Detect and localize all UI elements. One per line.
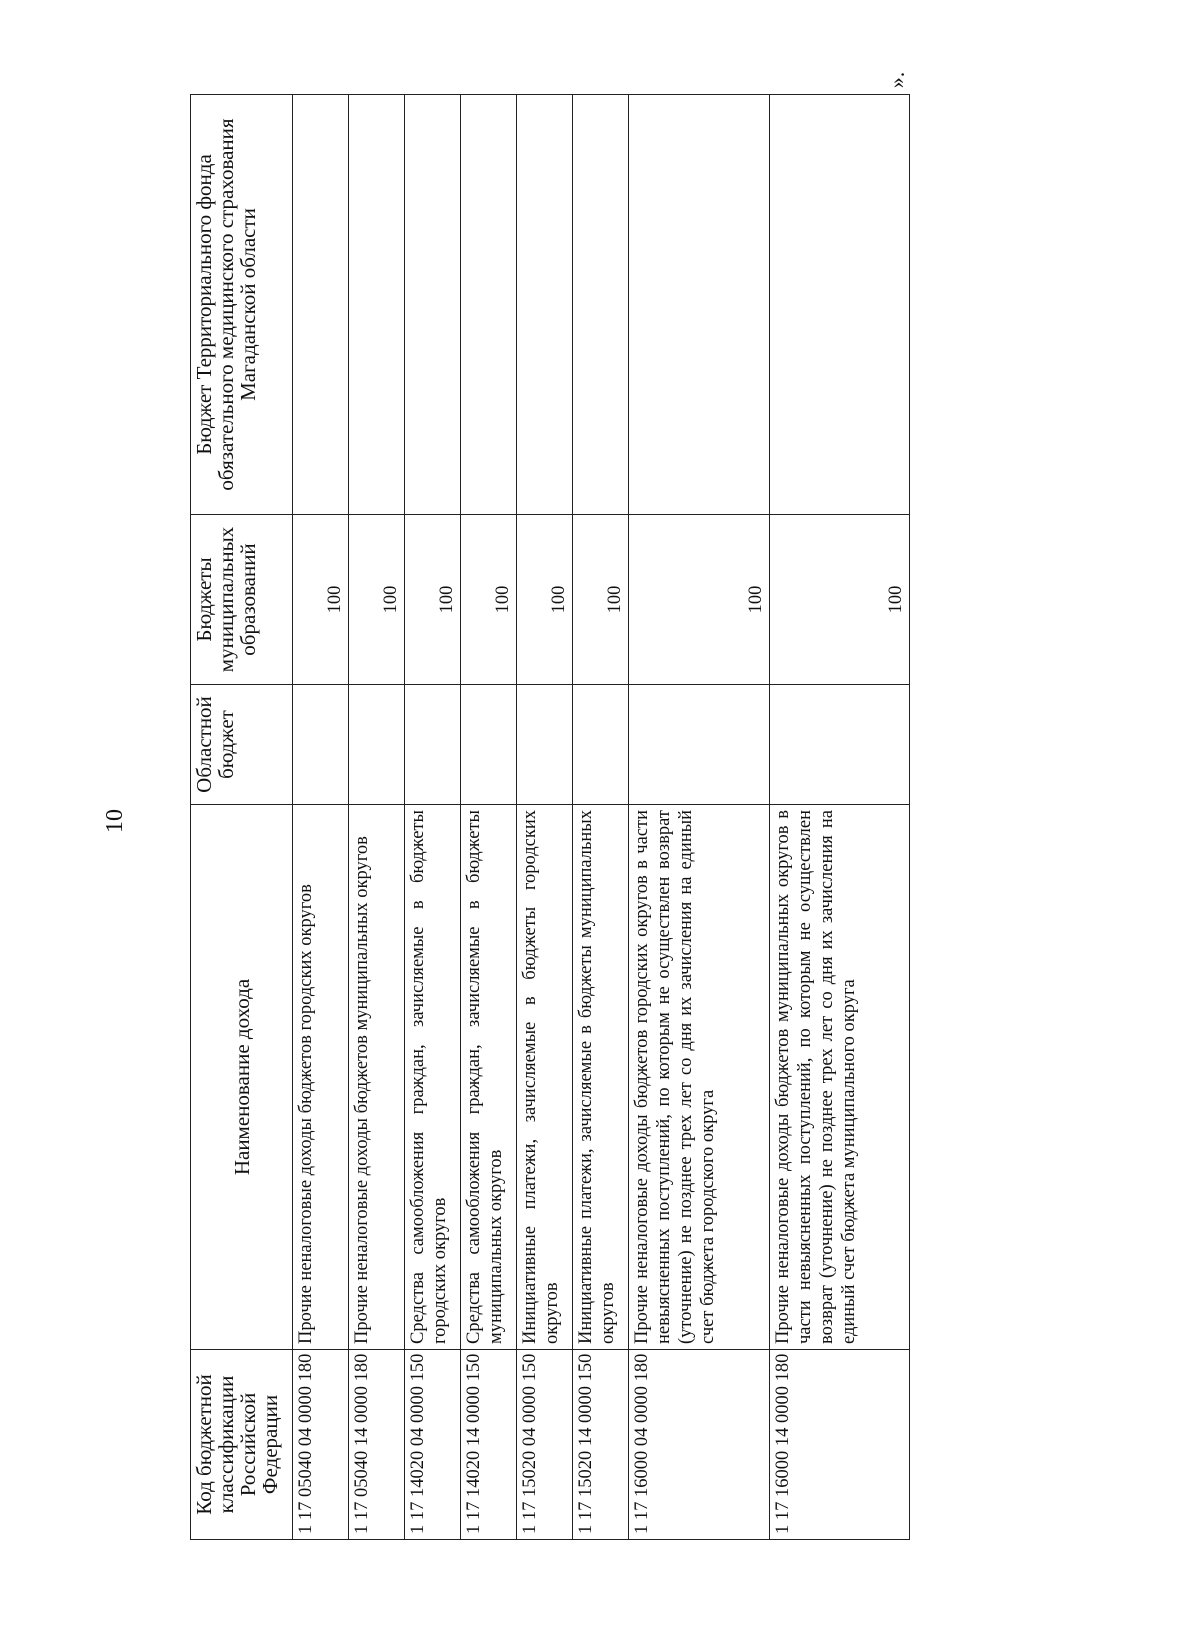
row-tfoms bbox=[349, 95, 405, 515]
row-tfoms bbox=[573, 95, 629, 515]
row-municipal: 100 bbox=[461, 515, 517, 685]
row-regional bbox=[573, 685, 629, 805]
row-regional bbox=[629, 685, 769, 805]
table-row bbox=[769, 95, 909, 1540]
row-name: Прочие неналоговые доходы бюджетов городских округов bbox=[293, 805, 349, 1350]
row-regional bbox=[517, 685, 573, 805]
row-name: Прочие неналоговые доходы бюджетов муниципальных округов bbox=[349, 805, 405, 1350]
row-code: 1 17 15020 14 0000 150 bbox=[573, 1350, 629, 1540]
header-regional: Областной бюджет bbox=[191, 685, 293, 805]
row-municipal: 100 bbox=[769, 515, 909, 685]
row-municipal: 100 bbox=[629, 515, 769, 685]
table-row bbox=[461, 95, 517, 1540]
row-municipal: 100 bbox=[293, 515, 349, 685]
table-row bbox=[293, 95, 349, 1540]
row-tfoms bbox=[769, 95, 909, 515]
row-code: 1 17 15020 04 0000 150 bbox=[517, 1350, 573, 1540]
row-code: 1 17 14020 04 0000 150 bbox=[405, 1350, 461, 1540]
row-tfoms bbox=[405, 95, 461, 515]
closing-quote-mark: ». bbox=[884, 71, 909, 89]
row-regional bbox=[349, 685, 405, 805]
row-municipal: 100 bbox=[405, 515, 461, 685]
row-name: Инициативные платежи, зачисляемые в бюджеты городских округов bbox=[517, 805, 573, 1350]
row-regional bbox=[405, 685, 461, 805]
row-code: 1 17 05040 04 0000 180 bbox=[293, 1350, 349, 1540]
header-municipal: Бюджеты муниципальных образований bbox=[191, 515, 293, 685]
row-name: Инициативные платежи, зачисляемые в бюджеты муниципальных округов bbox=[573, 805, 629, 1350]
row-code: 1 17 14020 14 0000 150 bbox=[461, 1350, 517, 1540]
table-row bbox=[517, 95, 573, 1540]
row-municipal: 100 bbox=[517, 515, 573, 685]
table-row bbox=[629, 95, 769, 1540]
table-row bbox=[573, 95, 629, 1540]
row-tfoms bbox=[629, 95, 769, 515]
row-tfoms bbox=[461, 95, 517, 515]
row-municipal: 100 bbox=[573, 515, 629, 685]
row-code: 1 17 05040 14 0000 180 bbox=[349, 1350, 405, 1540]
row-name: Средства самообложения граждан, зачисляемые в бюджеты городских округов bbox=[405, 805, 461, 1350]
header-tfoms: Бюджет Территориального фонда обязательного медицинского страхования Магаданской области bbox=[191, 95, 293, 515]
row-name: Средства самообложения граждан, зачисляемые в бюджеты муниципальных округов bbox=[461, 805, 517, 1350]
row-name: Прочие неналоговые доходы бюджетов городских округов в части невыясненных поступлений, по которым не осуществлен возврат (уточнение) не позднее трех лет со дня их зачисления на единый счет бюджета городского округа bbox=[629, 805, 769, 1350]
row-code: 1 17 16000 14 0000 180 bbox=[769, 1350, 909, 1540]
row-name: Прочие неналоговые доходы бюджетов муниципальных округов в части невыясненных поступлений, по которым не осуществлен возврат (уточнение) не позднее трех лет со дня их зачисления на единый счет бюджета муниципального округа bbox=[769, 805, 909, 1350]
row-code: 1 17 16000 04 0000 180 bbox=[629, 1350, 769, 1540]
table-header-row bbox=[191, 95, 293, 1540]
header-name: Наименование дохода bbox=[191, 805, 293, 1350]
row-regional bbox=[769, 685, 909, 805]
page-number: 10 bbox=[102, 809, 128, 833]
row-municipal: 100 bbox=[349, 515, 405, 685]
row-regional bbox=[293, 685, 349, 805]
header-code: Код бюджетной классификации Российской Федерации bbox=[191, 1350, 293, 1540]
table-row bbox=[405, 95, 461, 1540]
revenue-table-container bbox=[190, 95, 910, 1540]
revenue-distribution-table bbox=[190, 94, 910, 1540]
row-regional bbox=[461, 685, 517, 805]
row-tfoms bbox=[293, 95, 349, 515]
table-row bbox=[349, 95, 405, 1540]
row-tfoms bbox=[517, 95, 573, 515]
